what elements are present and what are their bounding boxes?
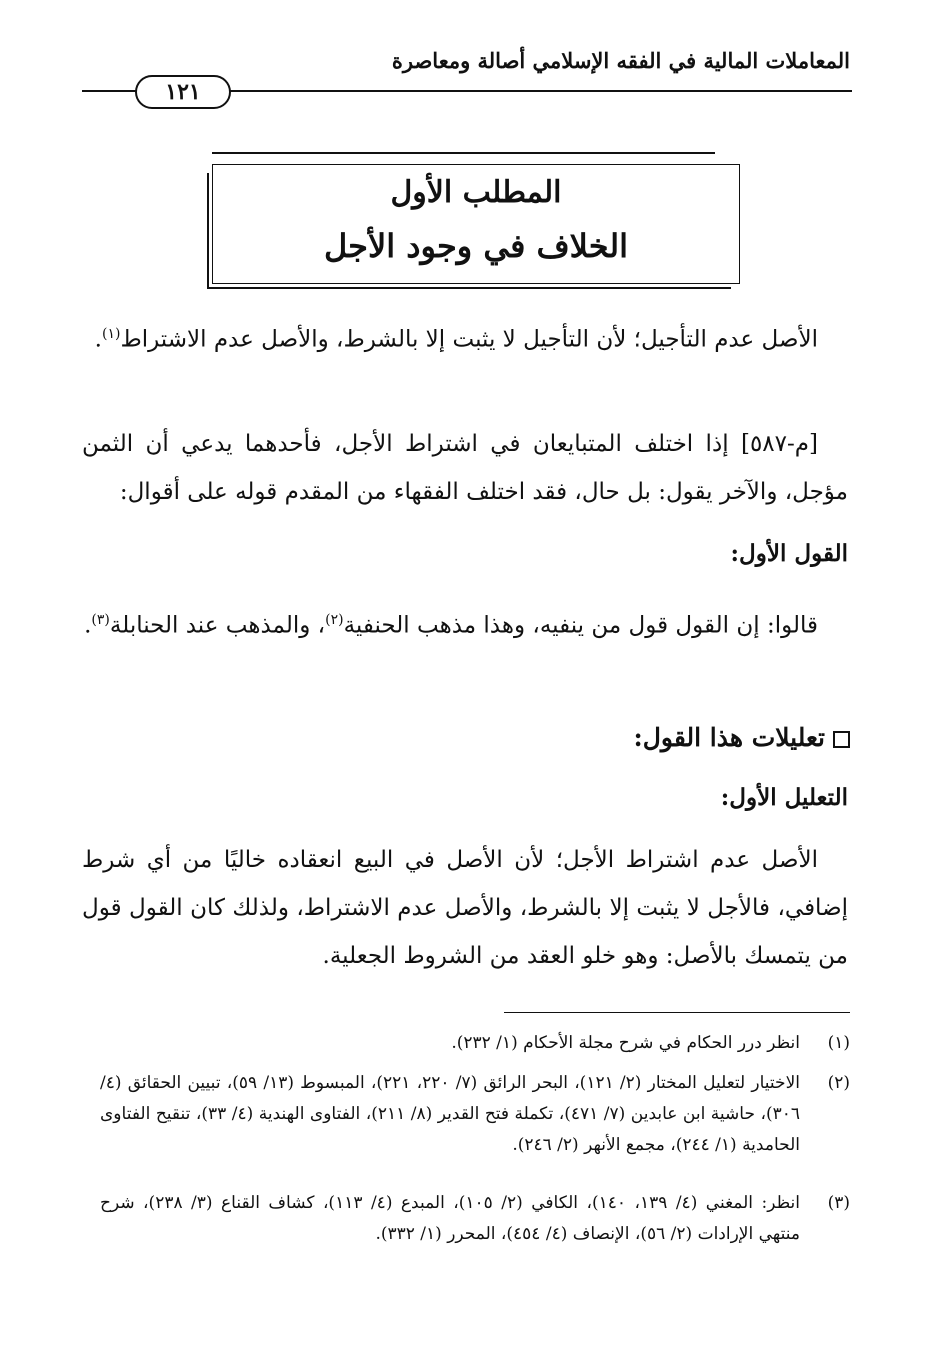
footnote-3-text: انظر: المغني (٤/ ١٣٩، ١٤٠)، الكافي (٢/ ١٠٥)، المبدع (٤/ ١١٣)، كشاف القناع (٣/ ٢٣٨)، شرح منتهي الإرادات (٢/ ٥٦)، الإنصاف (٤/ ٤٥٤)، المحرر (١/ ٣٣٢). <box>100 1193 800 1244</box>
heading-first-opinion: القول الأول: <box>730 540 848 567</box>
paragraph-3 <box>82 596 848 650</box>
heading-first-reason: التعليل الأول: <box>720 784 848 811</box>
running-title: المعاملات المالية في الفقه الإسلامي أصالة ومعاصرة <box>391 48 850 73</box>
section-title: المطلب الأول <box>390 175 562 210</box>
heading-reasons-label: تعليلات هذا القول: <box>633 723 825 752</box>
footnote-3 <box>100 1188 850 1250</box>
title-box-top-rule <box>212 152 715 154</box>
section-title-box <box>212 164 740 284</box>
paragraph-3-end: . <box>84 612 92 639</box>
page-number: ١٢١ <box>135 75 231 109</box>
paragraph-2: [م-٥٨٧] إذا اختلف المتبايعان في اشتراط الأجل، فأحدهما يدعي أن الثمن مؤجل، والآخر يقول: بل حال، فقد اختلف الفقهاء من المقدم قوله على أقوال: <box>82 431 848 505</box>
footnote-3-number: (٣) <box>827 1193 850 1213</box>
paragraph-1 <box>82 310 848 364</box>
footnote-ref-3[interactable]: (٣) <box>91 612 110 628</box>
paragraph-1-text: الأصل عدم التأجيل؛ لأن التأجيل لا يثبت إلا بالشرط، والأصل عدم الاشتراط <box>120 326 818 353</box>
footnote-ref-2[interactable]: (٢) <box>325 612 344 628</box>
paragraph-3-text-b: ، والمذهب عند الحنابلة <box>109 612 326 639</box>
heading-reasons <box>634 718 850 758</box>
square-outline-icon <box>833 731 850 748</box>
footnote-2 <box>100 1068 850 1161</box>
paragraph-1-end: . <box>94 326 102 353</box>
section-subtitle: الخلاف في وجود الأجل <box>323 227 629 265</box>
footnote-1-text: انظر درر الحكام في شرح مجلة الأحكام (١/ ٢٣٢). <box>451 1033 800 1053</box>
footnote-1-number: (١) <box>827 1033 850 1053</box>
paragraph-4: الأصل عدم اشتراط الأجل؛ لأن الأصل في البيع انعقاده خاليًا من أي شرط إضافي، فالأجل لا يثبت إلا بالشرط، والأصل عدم الاشتراط، ولذلك كان القول قول من يتمسك بالأصل: وهو خلو العقد من الشروط الجعلية. <box>82 847 848 969</box>
footnote-2-number: (٢) <box>827 1073 850 1093</box>
paragraph-3-text-a: قالوا: إن القول قول من ينفيه، وهذا مذهب الحنفية <box>343 612 818 639</box>
footnote-ref-1[interactable]: (١) <box>101 326 121 342</box>
footnote-2-text: الاختيار لتعليل المختار (٢/ ١٢١)، البحر الرائق (٧/ ٢٢٠، ٢٢١)، المبسوط (١٣/ ٥٩)، تبيين الحقائق (٤/ ٣٠٦)، حاشية ابن عابدين (٧/ ٤٧١)، تكملة فتح القدير (٨/ ٢١١)، الفتاوى الهندية (٤/ ٣٣)، تنقيح الفتاوى الحامدية (١/ ٢٤٤)، مجمع الأنهر (٢/ ٢٤٦). <box>100 1073 801 1155</box>
footnote-separator <box>504 1012 850 1013</box>
footnote-1 <box>100 1028 850 1059</box>
